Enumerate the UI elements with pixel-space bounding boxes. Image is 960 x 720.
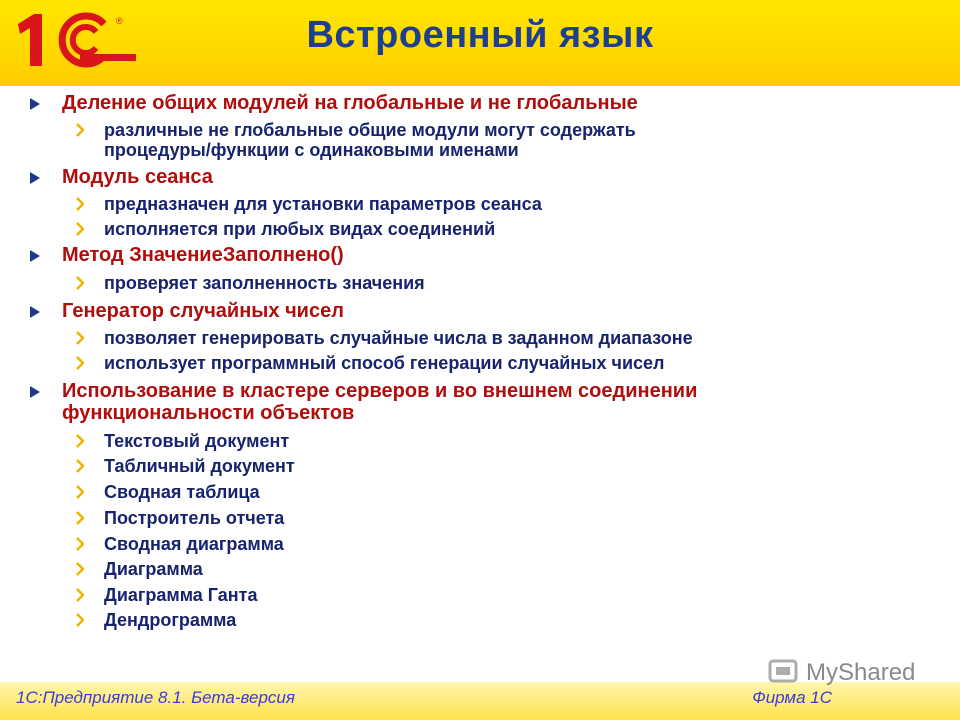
bullet-chevron-icon bbox=[76, 276, 84, 290]
bullet-arrow-icon bbox=[30, 250, 40, 262]
section-heading: Использование в кластере серверов и во внешнем соединении bbox=[62, 380, 698, 402]
section-heading: Метод ЗначениеЗаполнено() bbox=[62, 244, 344, 266]
section-heading-cont: функциональности объектов bbox=[62, 402, 355, 424]
list-item: процедуры/функции с одинаковыми именами bbox=[104, 140, 519, 160]
bullet-chevron-icon bbox=[76, 356, 84, 370]
footer-product: 1С:Предприятие 8.1. Бета-версия bbox=[16, 688, 295, 707]
bullet-chevron-icon bbox=[76, 537, 84, 551]
list-item: Дендрограмма bbox=[104, 610, 237, 630]
list-item: различные не глобальные общие модули могут содержать bbox=[104, 120, 636, 140]
list-item: Диаграмма bbox=[104, 559, 203, 579]
bullet-arrow-icon bbox=[30, 306, 40, 318]
bullet-chevron-icon bbox=[76, 222, 84, 236]
list-item: Построитель отчета bbox=[104, 508, 285, 528]
bullet-chevron-icon bbox=[76, 588, 84, 602]
bullet-chevron-icon bbox=[76, 331, 84, 345]
bullet-chevron-icon bbox=[76, 197, 84, 211]
bullet-arrow-icon bbox=[30, 386, 40, 398]
bullet-chevron-icon bbox=[76, 511, 84, 525]
section-heading: Деление общих модулей на глобальные и не глобальные bbox=[62, 92, 638, 114]
bullet-chevron-icon bbox=[76, 459, 84, 473]
bullet-chevron-icon bbox=[76, 562, 84, 576]
section-heading: Модуль сеанса bbox=[62, 166, 213, 188]
list-item: исполняется при любых видах соединений bbox=[104, 219, 496, 239]
section-heading: Генератор случайных чисел bbox=[62, 300, 344, 322]
registered-mark: ® bbox=[116, 16, 123, 26]
bullet-chevron-icon bbox=[76, 485, 84, 499]
bullet-chevron-icon bbox=[76, 613, 84, 627]
bullet-chevron-icon bbox=[76, 434, 84, 448]
bullet-chevron-icon bbox=[76, 123, 84, 137]
list-item: позволяет генерировать случайные числа в заданном диапазоне bbox=[104, 328, 693, 348]
list-item: Табличный документ bbox=[104, 456, 295, 476]
page-title: Встроенный язык bbox=[306, 14, 654, 56]
bullet-arrow-icon bbox=[30, 172, 40, 184]
footer-company: Фирма 1С bbox=[752, 688, 832, 707]
bullet-arrow-icon bbox=[30, 98, 40, 110]
list-item: Текстовый документ bbox=[104, 431, 290, 451]
list-item: Диаграмма Ганта bbox=[104, 585, 258, 605]
list-item: Сводная таблица bbox=[104, 482, 260, 502]
list-item: использует программный способ генерации случайных чисел bbox=[104, 353, 665, 373]
list-item: Сводная диаграмма bbox=[104, 534, 284, 554]
list-item: проверяет заполненность значения bbox=[104, 273, 425, 293]
list-item: предназначен для установки параметров сеанса bbox=[104, 194, 542, 214]
watermark-text: MyShared bbox=[806, 659, 916, 686]
